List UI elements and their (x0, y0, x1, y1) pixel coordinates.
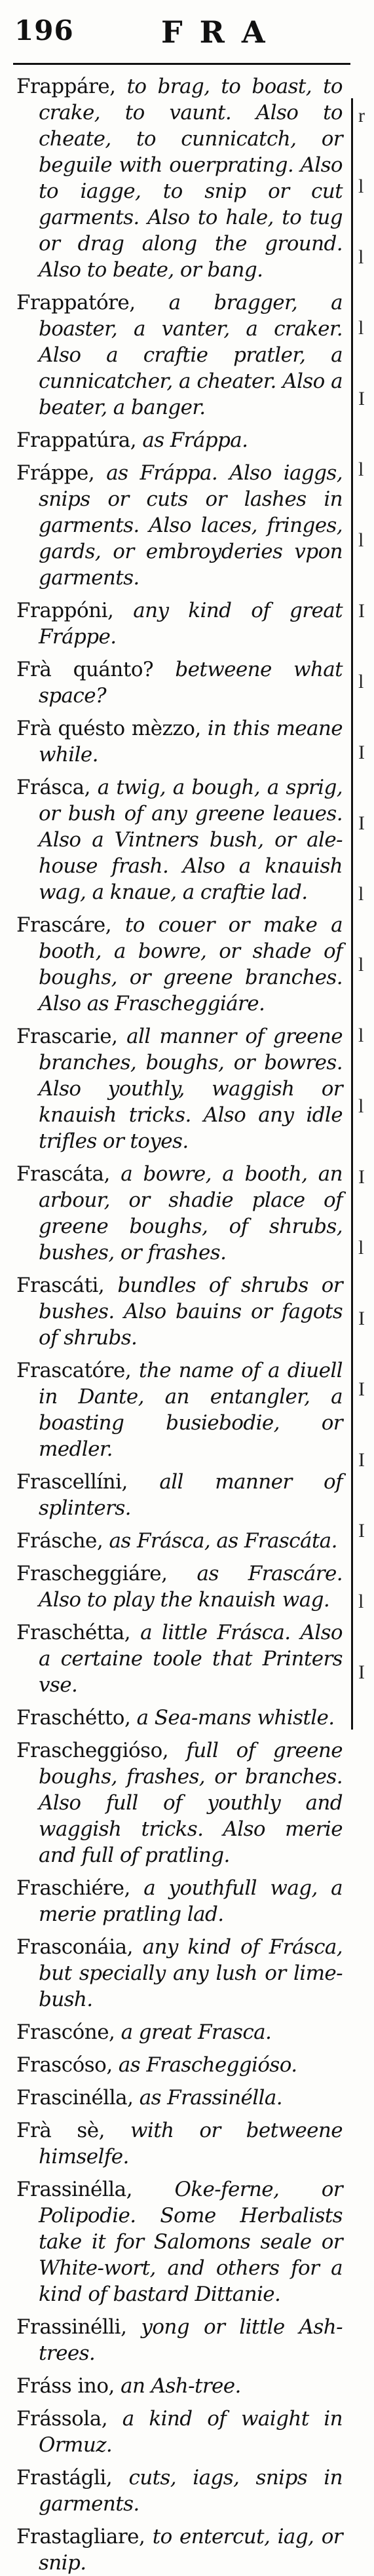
entry-definition: betweene what space? (39, 658, 343, 708)
dictionary-column (16, 73, 343, 2575)
entry-definition: a great Frasca. (115, 2020, 272, 2044)
margin-fragment: I (358, 1661, 365, 1683)
entry-definition: to couer or make a booth, a bowre, or shade of boughs, or greene branches. Also as Frascheggiáre. (39, 913, 343, 1015)
margin-fragment: I (358, 742, 365, 763)
dictionary-entry (16, 597, 343, 650)
entry-definition: to entercut, iag, or snip. (39, 2525, 343, 2575)
entry-headword: Frà sè, (16, 2119, 105, 2142)
margin-fragment: l (358, 954, 364, 975)
entry-definition: cuts, iags, snips in garments. (39, 2466, 343, 2516)
dictionary-entry (16, 2524, 343, 2576)
entry-headword: Frappatóre, (16, 291, 136, 314)
entry-headword: Frascatóre, (16, 1359, 132, 1382)
entry-headword: Fraschétta, (16, 1621, 131, 1644)
margin-fragment: l (358, 883, 364, 905)
margin-fragment: l (358, 1591, 364, 1612)
dictionary-entry (16, 656, 343, 709)
dictionary-entry (16, 1272, 343, 1351)
entry-headword: Frastagliare, (16, 2525, 145, 2548)
entry-headword: Frà quésto mèzzo, (16, 717, 201, 740)
entry-headword: Frasconáia, (16, 1935, 133, 1959)
entry-headword: Frascheggiáre, (16, 1562, 168, 1585)
dictionary-entry (16, 774, 343, 905)
entry-headword: Frassinélla, (16, 2178, 133, 2201)
entry-headword: Fraschiére, (16, 1876, 130, 1900)
entry-headword: Frássola, (16, 2407, 108, 2431)
entry-headword: Frastágli, (16, 2466, 113, 2490)
dictionary-entry (16, 1561, 343, 1613)
dictionary-entry (16, 2373, 343, 2399)
entry-definition: a little Frásca. Also a certaine toole that Printers vse. (39, 1621, 343, 1697)
entry-definition: in this meane while. (39, 717, 343, 767)
margin-fragment: I (358, 812, 365, 834)
margin-fragment: l (358, 529, 364, 551)
margin-fragment: l (358, 1025, 364, 1046)
margin-fragment: r (358, 105, 365, 126)
entry-definition: all manner of greene branches, boughs, or bowres. Also youthly, waggish or knauish tricks. Also any idle trifles or toyes. (39, 1025, 343, 1153)
dictionary-entry (16, 460, 343, 591)
entry-headword: Frà quánto? (16, 658, 154, 681)
margin-fragment: l (358, 176, 364, 197)
dictionary-entry (16, 2117, 343, 2170)
dictionary-entry (16, 1528, 343, 1554)
entry-definition: Oke-ferne, or Polipodie. Some Herbalists take it for Salomons seale or White-wort, and others for a kind of bastard Dittanie. (39, 2178, 343, 2306)
entry-definition: as Frascáre. Also to play the knauish wag. (39, 1562, 343, 1612)
entry-definition: a bowre, a booth, an arbour, or shadie place of greene boughs, of shrubs, bushes, or frashes. (39, 1162, 343, 1264)
entry-definition: bundles of shrubs or bushes. Also bauins or fagots of shrubs. (39, 1274, 343, 1350)
entry-definition: any kind of Frásca, but specially any lush or lime-bush. (39, 1935, 343, 2011)
entry-headword: Frascáta, (16, 1162, 110, 1186)
entry-definition: as Fráppa. Also iaggs, snips or cuts or lashes in garments. Also laces, fringes, gards, or embroyderies vpon garments. (39, 461, 343, 590)
entry-headword: Frásche, (16, 1529, 103, 1553)
entry-definition: with or betweene himselfe. (39, 2119, 343, 2169)
margin-fragment: l (358, 317, 364, 339)
margin-fragment: I (358, 1166, 365, 1188)
entry-headword: Frassinélli, (16, 2315, 127, 2339)
margin-fragment: I (358, 1308, 365, 1329)
header-rule (13, 63, 350, 65)
entry-definition: as Frásca, as Frascáta. (103, 1529, 337, 1553)
column-rule (351, 98, 353, 1730)
entry-definition: all manner of splinters. (39, 1470, 343, 1520)
running-head: FRA (161, 14, 282, 50)
page-number: 196 (14, 14, 74, 47)
dictionary-entry (16, 2052, 343, 2078)
dictionary-entry (16, 2406, 343, 2458)
dictionary-entry (16, 715, 343, 768)
entry-headword: Frascellíni, (16, 1470, 128, 1494)
entry-definition: full of greene boughs, frashes, or branches. Also full of youthly and waggish tricks. Also merie and full of pratling. (39, 1739, 343, 1867)
entry-headword: Frascarie, (16, 1025, 118, 1048)
dictionary-entry (16, 1875, 343, 1927)
margin-fragment: l (358, 671, 364, 692)
dictionary-entry (16, 2019, 343, 2045)
entry-definition: as Frascheggióso. (112, 2053, 297, 2077)
entry-definition: as Fráppa. (136, 428, 248, 452)
entry-definition: a twig, a bough, a sprig, or bush of any greene leaues. Also a Vintners bush, or ale-house frash. Also a knauish wag, a knaue, a craftie lad. (39, 776, 343, 904)
dictionary-entry (16, 1705, 343, 1731)
entry-headword: Frascheggióso, (16, 1739, 169, 1762)
dictionary-entry (16, 2314, 343, 2366)
entry-headword: Frascáre, (16, 913, 112, 937)
dictionary-entry (16, 912, 343, 1017)
entry-headword: Fráppe, (16, 461, 95, 485)
dictionary-entry (16, 2085, 343, 2111)
dictionary-entry (16, 1469, 343, 1521)
entry-definition: a Sea-mans whistle. (130, 1706, 335, 1730)
dictionary-entry (16, 2465, 343, 2517)
margin-fragment: I (358, 1520, 365, 1542)
entry-definition: any kind of great Fráppe. (39, 599, 343, 649)
dictionary-entry (16, 427, 343, 453)
dictionary-entry (16, 2176, 343, 2307)
entry-definition: the name of a diuell in Dante, an entangler, a boasting busiebodie, or medler. (39, 1359, 343, 1461)
entry-definition: yong or little Ash-trees. (39, 2315, 343, 2365)
entry-headword: Frascáti, (16, 1274, 105, 1297)
adjacent-column-edge (358, 66, 374, 1756)
margin-fragment: l (358, 246, 364, 268)
dictionary-entry (16, 1737, 343, 1868)
entry-headword: Frascinélla, (16, 2086, 134, 2110)
entry-definition: a kind of waight in Ormuz. (39, 2407, 343, 2457)
entry-definition: to brag, to boast, to crake, to vaunt. Also to cheate, to cunnicatch, or beguile with ouerprating. Also to iagge, to snip or cut garments. Also to hale, to tug or drag along the ground. Also to beate, or bang. (39, 75, 343, 282)
dictionary-entry (16, 73, 343, 283)
entry-headword: Frappatúra, (16, 428, 137, 452)
margin-fragment: l (358, 459, 364, 480)
margin-fragment: I (358, 1449, 365, 1471)
dictionary-entry (16, 1357, 343, 1462)
margin-fragment: I (358, 600, 365, 622)
dictionary-entry (16, 1161, 343, 1266)
entry-headword: Fraschétto, (16, 1706, 131, 1730)
entry-headword: Frappóni, (16, 599, 114, 622)
entry-headword: Fráss ino, (16, 2374, 115, 2398)
entry-definition: as Frassinélla. (133, 2086, 283, 2110)
entry-definition: a youthfull wag, a merie pratling lad. (39, 1876, 343, 1926)
dictionary-entry (16, 290, 343, 421)
entry-headword: Frascóso, (16, 2053, 113, 2077)
margin-fragment: l (358, 1237, 364, 1259)
dictionary-entry (16, 1619, 343, 1698)
entry-definition: a bragger, a boaster, a vanter, a craker. Also a craftie pratler, a cunnicatcher, a cheater. Also a beater, a banger. (39, 291, 343, 419)
dictionary-entry (16, 1023, 343, 1154)
entry-definition: an Ash-tree. (114, 2374, 241, 2398)
entry-headword: Frásca, (16, 776, 90, 799)
entry-headword: Frascóne, (16, 2020, 115, 2044)
entry-headword: Frappáre, (16, 75, 116, 98)
dictionary-entry (16, 1934, 343, 2013)
margin-fragment: I (358, 388, 365, 409)
margin-fragment: I (358, 1378, 365, 1400)
margin-fragment: l (358, 1095, 364, 1117)
